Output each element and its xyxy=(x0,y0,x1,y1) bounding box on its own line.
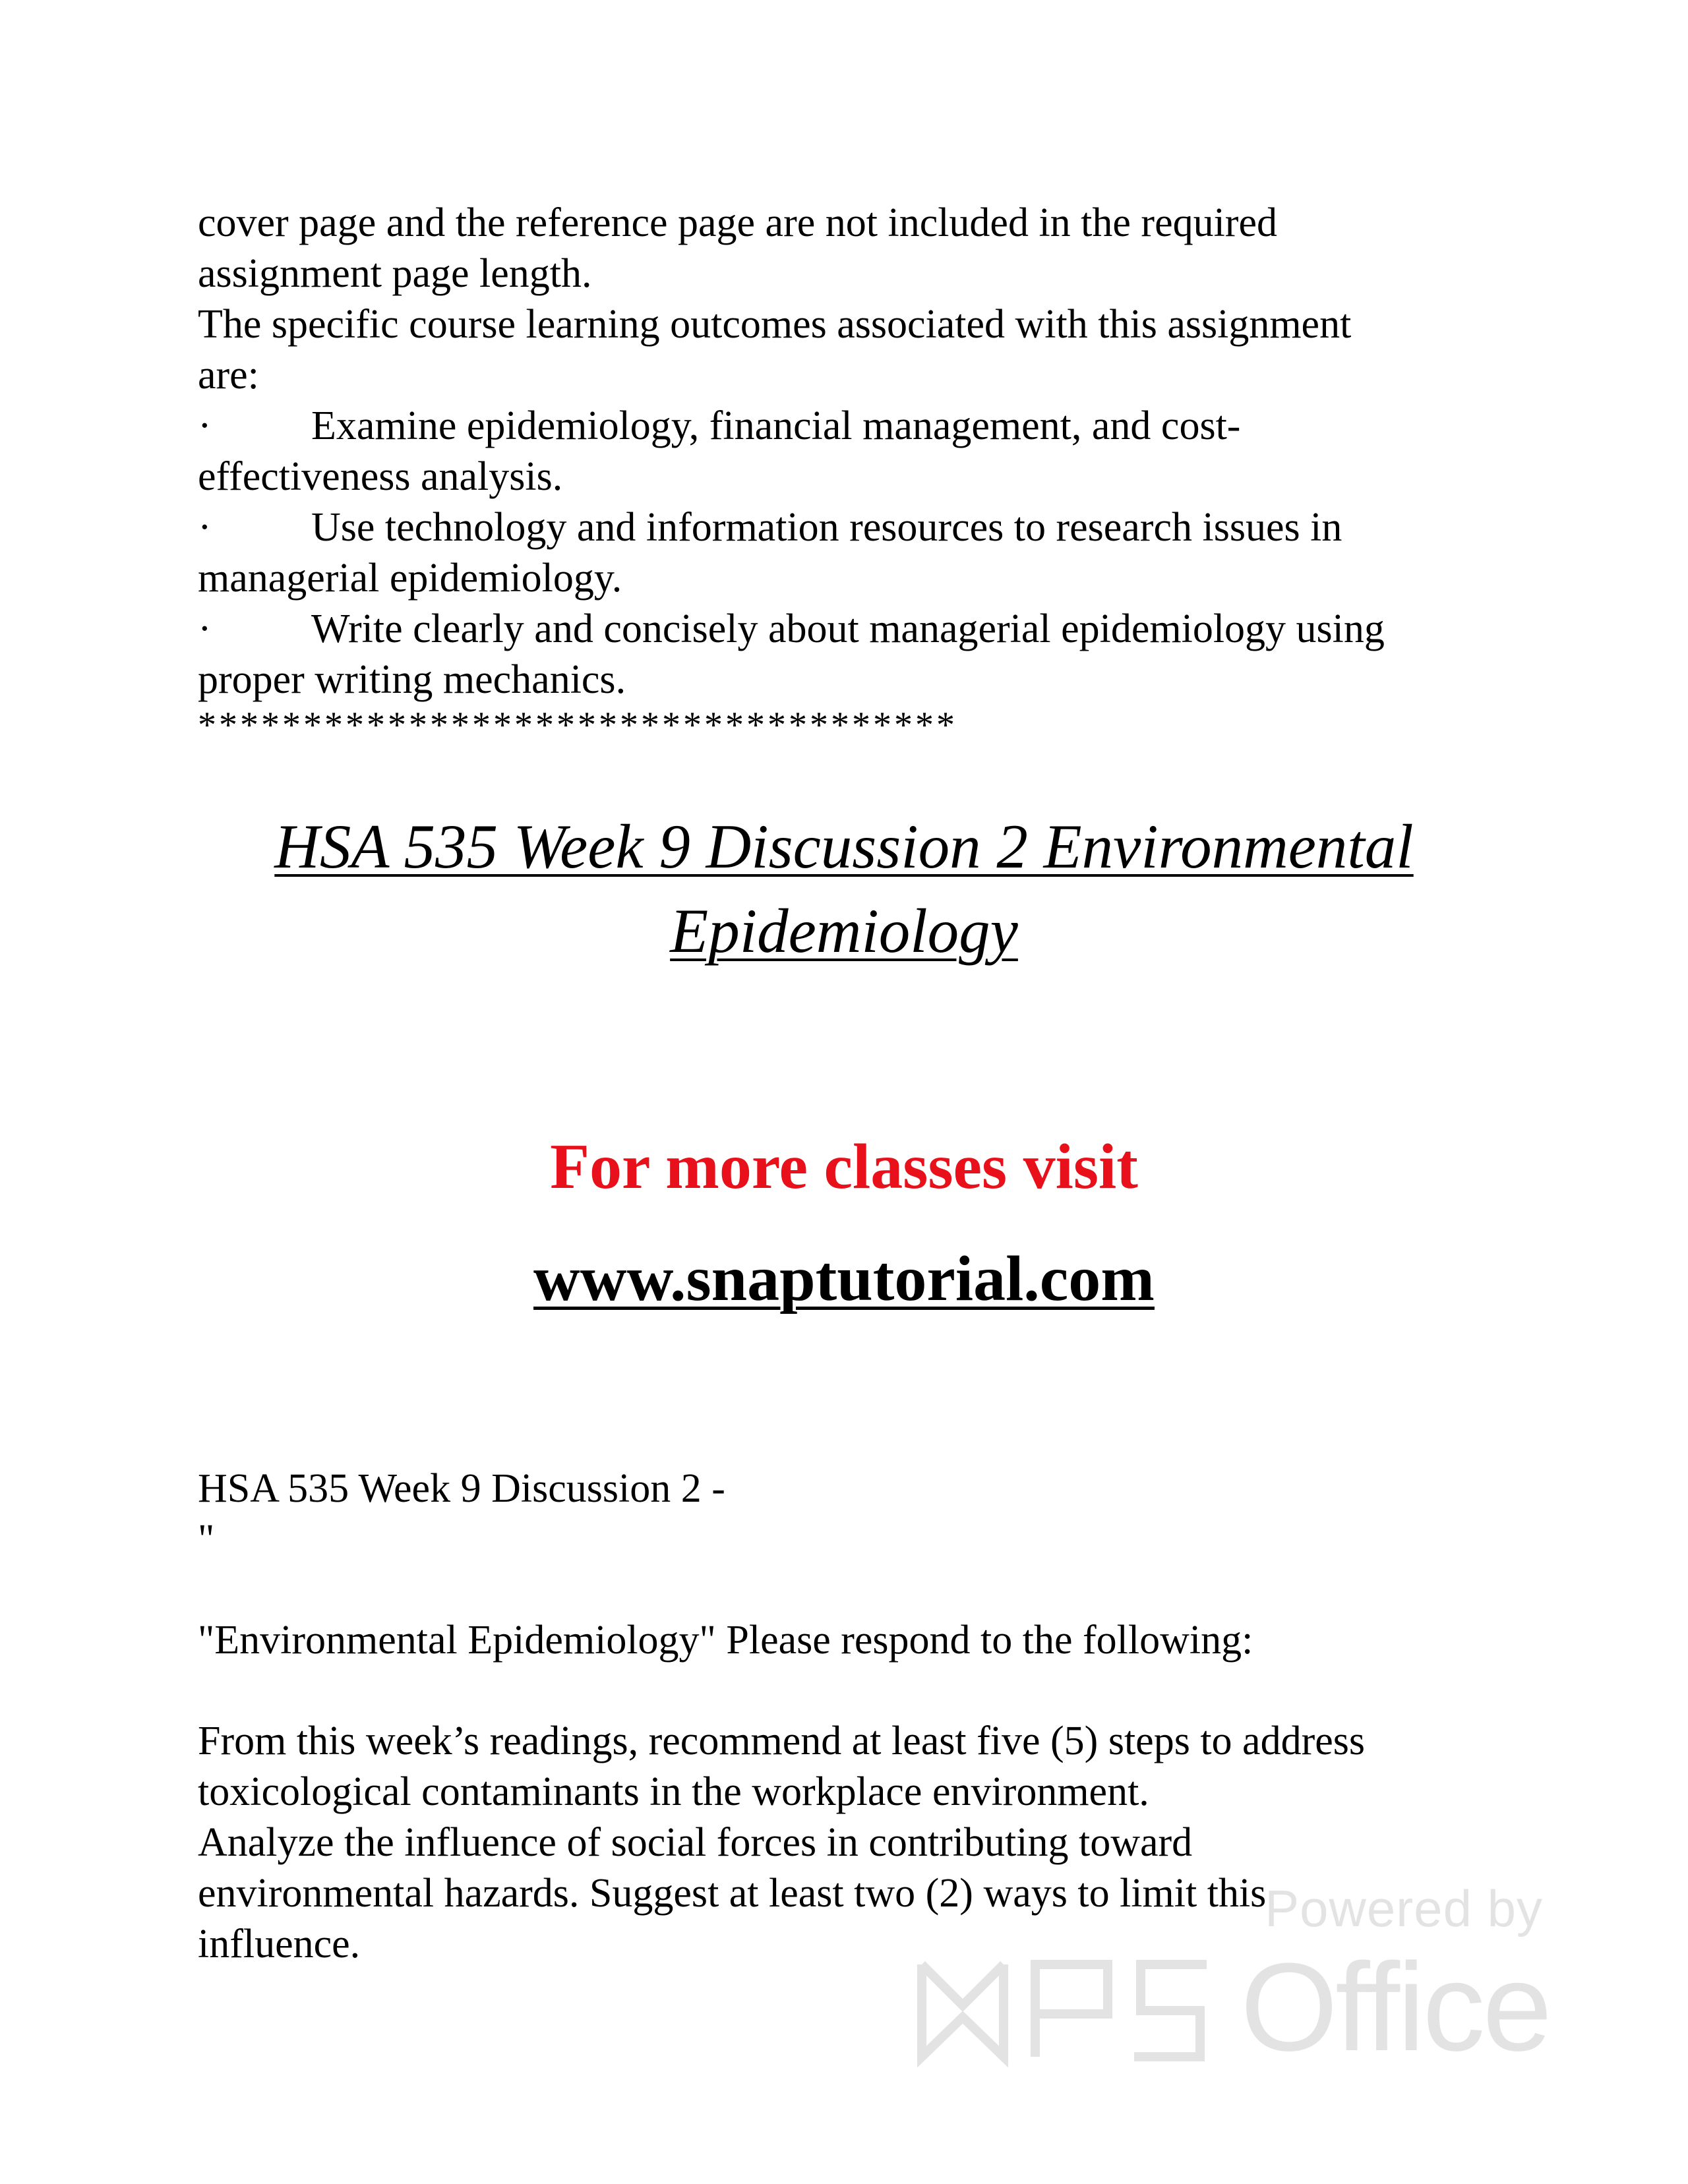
quote-mark: " xyxy=(198,1517,215,1562)
bullet-text: Write clearly and concisely about managerial epidemiology using xyxy=(311,606,1385,651)
discussion-heading: HSA 535 Week 9 Discussion 2 - xyxy=(198,1466,725,1511)
text-line: The specific course learning outcomes associated with this assignment xyxy=(198,302,1352,347)
promo-visit-text: For more classes visit xyxy=(550,1131,1138,1202)
watermark-office-text: Office xyxy=(1240,1937,1550,2077)
document-title-line-2 xyxy=(0,889,1688,973)
watermark-powered-by: Powered by xyxy=(1265,1879,1543,1937)
paragraph-line: From this week’s readings, recommend at least five (5) steps to address xyxy=(198,1719,1365,1763)
text-line: assignment page length. xyxy=(198,251,592,296)
bullet-item xyxy=(198,401,1517,452)
bullet-text: Examine epidemiology, financial management, and cost- xyxy=(311,403,1241,448)
bullet-continuation: effectiveness analysis. xyxy=(198,454,563,499)
paragraph-line: toxicological contaminants in the workplace environment. xyxy=(198,1769,1149,1814)
text-line: are: xyxy=(198,353,259,398)
paragraph-line: Analyze the influence of social forces in contributing toward xyxy=(198,1820,1193,1865)
promo-link[interactable] xyxy=(0,1239,1688,1318)
separator-stars: ************************************ xyxy=(198,705,957,746)
document-title-line-1 xyxy=(0,804,1688,889)
bullet-item xyxy=(198,502,1517,553)
bullet-item xyxy=(198,604,1517,655)
paragraph-line: influence. xyxy=(198,1922,361,1966)
discussion-prompt: "Environmental Epidemiology" Please respond to the following: xyxy=(198,1618,1253,1663)
title-text: HSA 535 Week 9 Discussion 2 Environmental xyxy=(274,812,1414,881)
wps-watermark xyxy=(917,1879,1550,2077)
intro-text-block xyxy=(198,198,1517,705)
bullet-dot-icon: · xyxy=(198,403,212,448)
bullet-continuation: proper writing mechanics. xyxy=(198,657,626,702)
paragraph-line: environmental hazards. Suggest at least two (2) ways to limit this xyxy=(198,1871,1267,1916)
text-line: cover page and the reference page are not included in the required xyxy=(198,200,1277,245)
bullet-dot-icon: · xyxy=(198,505,212,550)
bullet-continuation: managerial epidemiology. xyxy=(198,556,622,601)
promo-link-text[interactable]: www.snaptutorial.com xyxy=(533,1243,1155,1314)
bullet-text: Use technology and information resources to research issues in xyxy=(311,505,1342,550)
bullet-dot-icon: · xyxy=(198,606,212,651)
title-text: Epidemiology xyxy=(670,896,1018,966)
